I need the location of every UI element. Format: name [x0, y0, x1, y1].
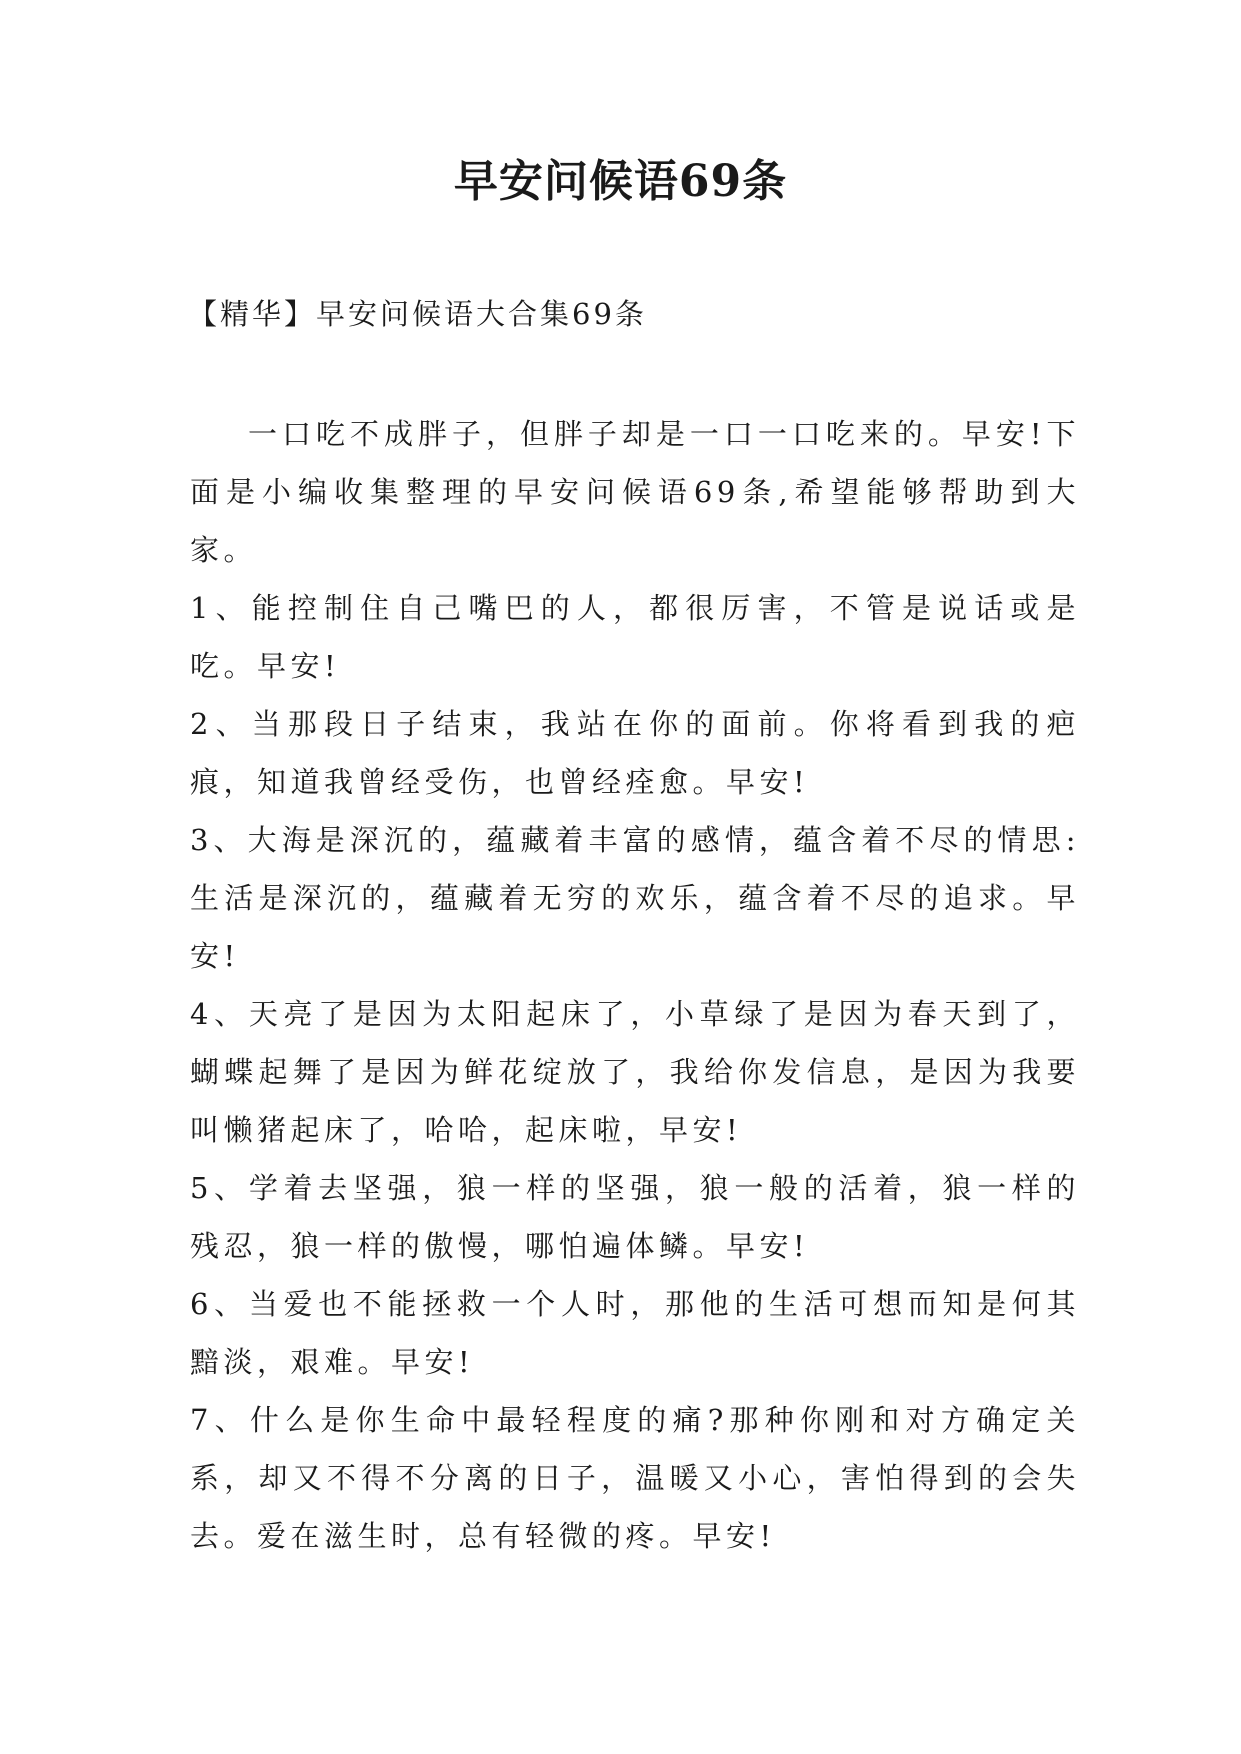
- document-subtitle: 【精华】早安问候语大合集69条: [188, 297, 647, 331]
- intro-paragraph: 一口吃不成胖子，但胖子却是一口一口吃来的。早安!下面是小编收集整理的早安问候语69条,希望能够帮助到大家。: [190, 417, 1080, 567]
- list-item: 6、当爱也不能拯救一个人时，那他的生活可想而知是何其黯淡，艰难。早安!: [190, 1287, 1080, 1379]
- list-item: 3、大海是深沉的，蕴藏着丰富的感情，蕴含着不尽的情思:生活是深沉的，蕴藏着无穷的欢乐，蕴含着不尽的追求。早安!: [190, 823, 1080, 973]
- list-item: 5、学着去坚强，狼一样的坚强，狼一般的活着，狼一样的残忍，狼一样的傲慢，哪怕遍体鳞。早安!: [190, 1171, 1080, 1263]
- list-item: 4、天亮了是因为太阳起床了，小草绿了是因为春天到了，蝴蝶起舞了是因为鲜花绽放了，我给你发信息，是因为我要叫懒猪起床了，哈哈，起床啦，早安!: [190, 997, 1080, 1147]
- list-item: 7、什么是你生命中最轻程度的痛?那种你刚和对方确定关系，却又不得不分离的日子，温暖又小心，害怕得到的会失去。爱在滋生时，总有轻微的疼。早安!: [190, 1403, 1080, 1553]
- document-body: [190, 405, 1080, 1565]
- list-item: 2、当那段日子结束，我站在你的面前。你将看到我的疤痕，知道我曾经受伤，也曾经痊愈。早安!: [190, 707, 1080, 799]
- document-title: 早安问候语69条: [453, 156, 788, 207]
- list-item: 1、能控制住自己嘴巴的人，都很厉害，不管是说话或是吃。早安!: [190, 591, 1080, 683]
